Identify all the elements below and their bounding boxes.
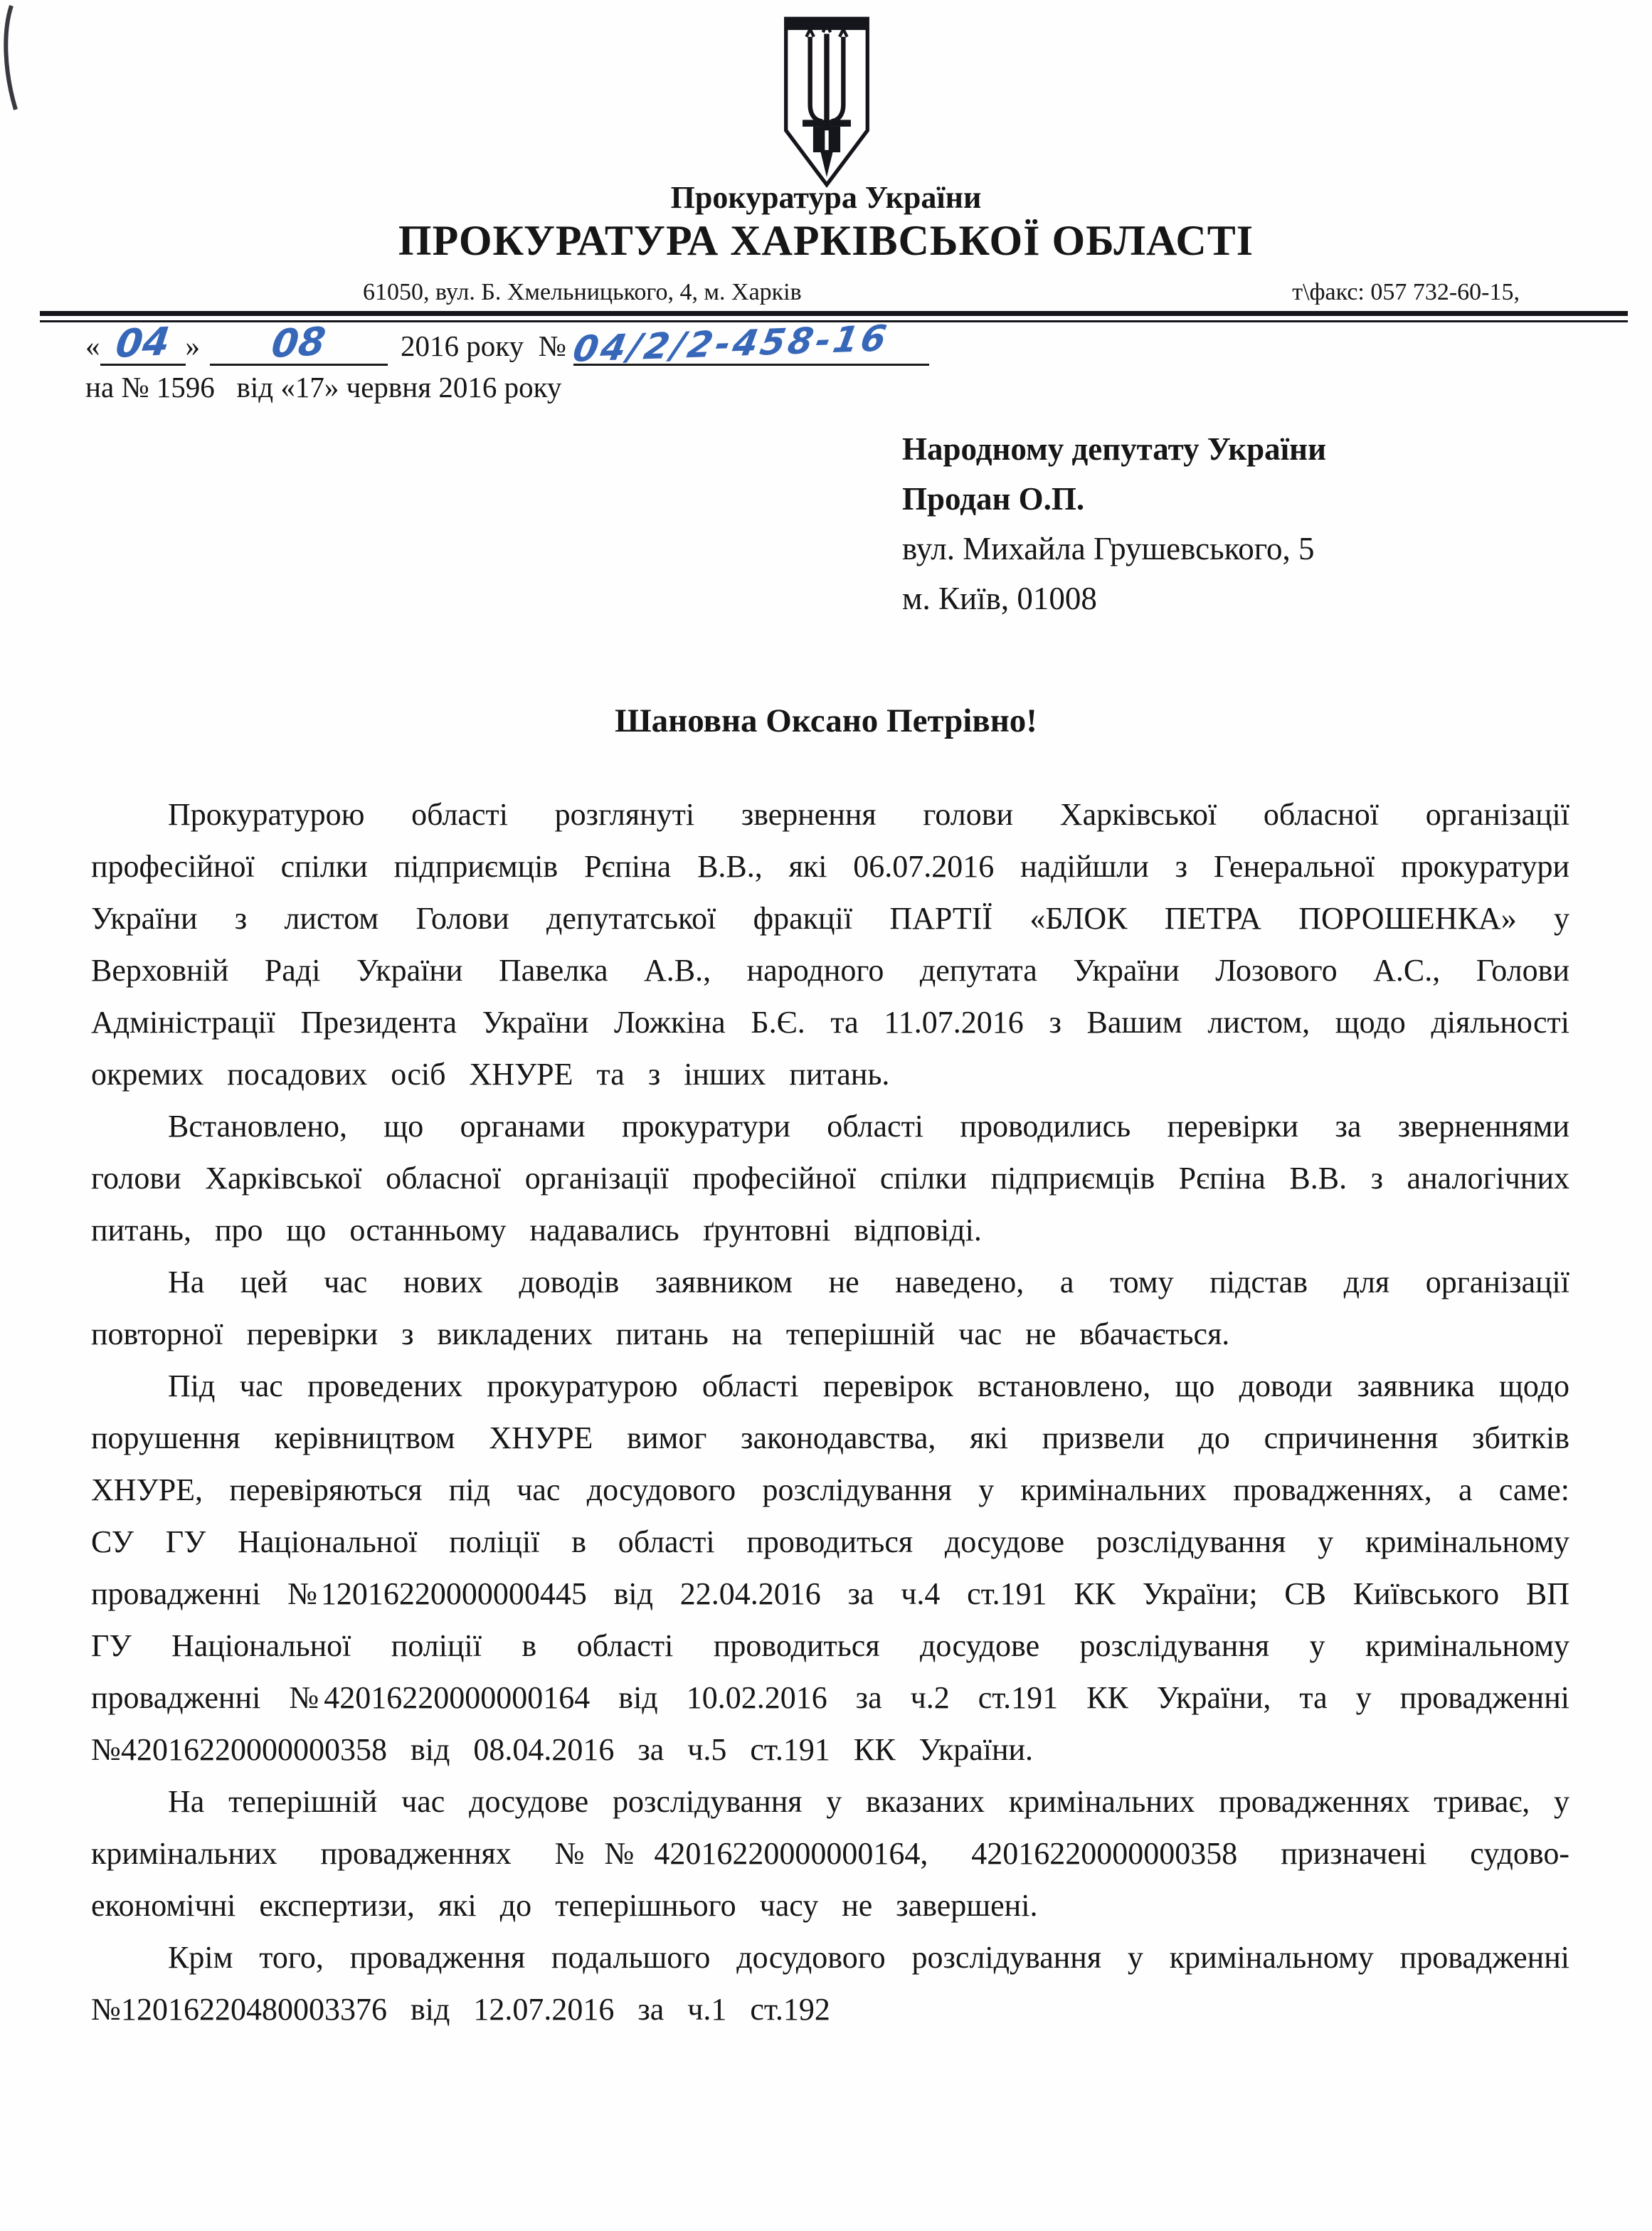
recipient-title: Народному депутату України xyxy=(902,431,1327,467)
header-address-row xyxy=(0,279,1652,306)
body-paragraph: Встановлено, що органами прокуратури області проводились перевірки за зверненнями голови Харківської обласної організації професійної спілки підприємців Рєпіна В.В. з аналогічних питань, про що останньому надавались ґрунтовні відповіді. xyxy=(91,1109,1569,1248)
recipient-street: вул. Михайла Грушевського, 5 xyxy=(902,531,1315,566)
reference-line xyxy=(85,317,929,370)
recipient-block xyxy=(902,424,1326,623)
date-day-blank xyxy=(100,318,186,367)
date-month-blank xyxy=(210,318,388,367)
scan-artifact-mark xyxy=(0,4,26,111)
body-paragraph: Під час проведених прокуратурою області перевірок встановлено, що доводи заявника щодо порушення керівництвом ХНУРЕ вимог законодавства, які призвели до спричинення збитків ХНУРЕ, перевіряються під час досудового розслідування у кримінальних провадженнях, а саме: СУ ГУ Національної поліції в області проводиться досудове розслідування у кримінальному провадженні №12016220000000445 від 22.04.2016 за ч.4 ст.191 КК України; СВ Київського ВП ГУ Національної поліції в області проводиться досудове розслідування у кримінальному провадженні №42016220000000164 від 10.02.2016 за ч.2 ст.191 КК України, та у провадженні №42016220000000358 від 08.04.2016 за ч.5 ст.191 КК України. xyxy=(91,1368,1569,1767)
letter-body xyxy=(91,789,1569,2035)
recipient-city: м. Київ, 01008 xyxy=(902,581,1097,616)
org-name-small: Прокуратура України xyxy=(670,180,982,215)
quote-open: « xyxy=(85,329,100,362)
number-sign: № xyxy=(538,329,566,362)
ukraine-trident-emblem-icon xyxy=(780,16,874,189)
year-label: 2016 року xyxy=(401,329,524,362)
salutation: Шановна Оксано Петрівно! xyxy=(615,702,1037,739)
body-paragraph: На цей час нових доводів заявником не наведено, а тому підстав для організації повторної перевірки з викладених питань на теперішній час не вбачається. xyxy=(91,1265,1569,1351)
quote-close: » xyxy=(185,329,200,362)
body-paragraph: Прокуратурою області розглянуті звернення голови Харківської обласної організації професійної спілки підприємців Рєпіна В.В., які 06.07.2016 надійшли з Генеральної прокуратури України з листом Голови депутатської фракції ПАРТІЇ «БЛОК ПЕТРА ПОРОШЕНКА» у Верховній Раді України Павелка А.В., народного депутата України Лозового А.С., Голови Адміністрації Президента України Ложкіна Б.Є. та 11.07.2016 з Вашим листом, щодо діяльності окремих посадових осіб ХНУРЕ та з інших питань. xyxy=(91,797,1569,1092)
recipient-name: Продан О.П. xyxy=(902,481,1085,517)
reply-to-line: на № 1596 від «17» червня 2016 року xyxy=(85,371,562,404)
body-paragraph: На теперішній час досудове розслідування у вказаних кримінальних провадженнях триває, у кримінальних провадженнях №№42016220000000164, 42016220000000358 призначені судово-економічні експертизи, які до теперішнього часу не завершені. xyxy=(91,1784,1569,1923)
handwritten-outgoing-number: 04/2/2-458-16 xyxy=(569,317,892,370)
org-name-title: ПРОКУРАТУРА ХАРКІВСЬКОЇ ОБЛАСТІ xyxy=(398,217,1254,264)
body-paragraph: Крім того, провадження подальшого досудового розслідування у кримінальному провадженні №12016220480003376 від 12.07.2016 за ч.1 ст.192 xyxy=(91,1940,1569,2027)
handwritten-month: 08 xyxy=(269,318,329,367)
handwritten-day: 04 xyxy=(113,318,172,367)
org-address: 61050, вул. Б. Хмельницького, 4, м. Харків xyxy=(363,279,802,305)
outgoing-number-blank xyxy=(569,317,929,370)
org-fax: т\факс: 057 732-60-15, xyxy=(1292,279,1520,305)
